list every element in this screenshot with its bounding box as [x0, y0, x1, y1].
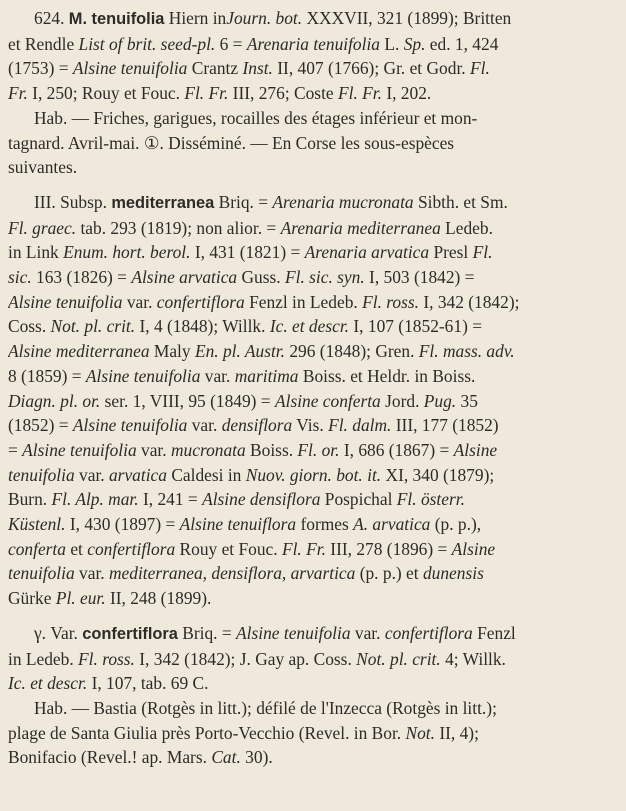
citation: Fl. Fr.: [184, 83, 229, 104]
text-run: ser. 1, VIII, 95 (1849) =: [104, 390, 271, 411]
text-run: Fenzl: [477, 622, 516, 643]
text-run: II, 248 (1899).: [109, 588, 212, 609]
text-run: Jord.: [385, 390, 420, 411]
text-run: I, 107, tab. 69 C.: [91, 673, 209, 694]
text-run: III, 276; Coste: [232, 83, 334, 104]
text-run: Coss.: [8, 316, 47, 337]
citation: Diagn. pl. or.: [8, 390, 101, 411]
text-run: Caldesi in: [171, 464, 242, 485]
text-run: 163 (1826) =: [36, 267, 127, 288]
synonym: Alsine tenuifolia: [236, 622, 351, 643]
text-run: var.: [191, 415, 218, 436]
variety-entry: [8, 621, 616, 770]
citation: Enum. hort. berol.: [63, 242, 191, 263]
habitat-line: tagnard. Avril-mai. ①. Disséminé. — En Corse les sous-espèces: [8, 132, 455, 153]
synonym: Arenaria arvatica: [304, 242, 430, 263]
subspecies-name: mediterranea: [111, 193, 215, 212]
synonym: Alsine tenuiflora: [179, 514, 297, 535]
text-line: [8, 671, 616, 696]
text-run: (1753) =: [8, 58, 69, 79]
text-run: Guss.: [241, 267, 281, 288]
synonym: mucronata: [170, 439, 246, 460]
text-run: formes: [300, 514, 349, 535]
text-run: (1852) =: [8, 415, 69, 436]
synonym: Alsine mediterranea: [8, 341, 150, 362]
citation: Ic. et descr.: [8, 673, 88, 694]
text-run: var.: [204, 365, 231, 386]
habitat-line: Hab. — Bastia (Rotgès in litt.); défilé de l'Inzecca (Rotgès in litt.);: [34, 697, 497, 718]
text-run: Crantz: [191, 58, 239, 79]
synonym: Arenaria mucronata: [272, 191, 414, 212]
synonym: Alsine tenuifolia: [85, 365, 201, 386]
text-run: II, 407 (1766); Gr. et Godr.: [277, 58, 466, 79]
citation: Fl. Fr.: [281, 538, 326, 559]
text-run: I, 342 (1842);: [423, 291, 520, 312]
text-run: I, 686 (1867) =: [343, 439, 450, 460]
synonym: arvatica: [108, 464, 167, 485]
text-run: I, 4 (1848); Willk.: [139, 316, 266, 337]
text-run: I, 431 (1821) =: [194, 242, 301, 263]
citation: Not.: [405, 722, 435, 743]
text-run: (p. p.),: [434, 514, 482, 535]
citation: Fl. ross.: [362, 291, 419, 312]
synonym: conferta: [8, 538, 66, 559]
text-run: II, 4);: [439, 722, 479, 743]
text-run: I, 107 (1852-61) =: [353, 316, 483, 337]
citation: Pl. eur.: [55, 588, 106, 609]
text-line: [8, 463, 616, 488]
citation: Fl. graec.: [8, 217, 77, 238]
citation: Fl. Fr.: [337, 83, 382, 104]
synonym: Arenaria tenuifolia: [246, 33, 380, 54]
text-run: XI, 340 (1879);: [385, 464, 495, 485]
text-line: [8, 290, 616, 315]
text-run: ed. 1, 424: [429, 33, 499, 54]
citation: Sp.: [403, 33, 426, 54]
text-line: [8, 487, 616, 512]
text-line: [8, 721, 616, 746]
text-run: 6 =: [219, 33, 243, 54]
text-line: [8, 190, 616, 216]
text-run: 30).: [245, 747, 273, 768]
text-run: Fenzl in Ledeb.: [249, 291, 358, 312]
citation: Cat.: [211, 747, 241, 768]
text-line: [8, 314, 616, 339]
text-run: var.: [79, 464, 105, 485]
text-run: L.: [384, 33, 400, 54]
text-run: Briq. =: [182, 622, 232, 643]
text-line: [8, 586, 616, 611]
text-line: [8, 56, 616, 81]
text-run: I, 241 =: [142, 489, 198, 510]
text-line: [8, 339, 616, 364]
synonym: Alsine tenuifolia: [22, 439, 137, 460]
synonym: Alsine tenuifolia: [8, 291, 123, 312]
synonym: Alsine tenuifolia: [72, 58, 188, 79]
text-run: Ledeb.: [445, 217, 493, 238]
text-run: Vis.: [296, 415, 324, 436]
citation: List of brit. seed-pl.: [78, 33, 216, 54]
text-line: [8, 364, 616, 389]
habitat-line: suivantes.: [8, 157, 78, 178]
text-run: 296 (1848); Gren.: [289, 341, 415, 362]
citation: Küstenl.: [8, 514, 66, 535]
synonym: maritima: [234, 365, 299, 386]
text-run: var.: [141, 439, 167, 460]
synonym: tenuifolia: [8, 563, 75, 584]
citation: Inst.: [242, 58, 273, 79]
text-run: var.: [354, 622, 381, 643]
synonym: Alsine tenuifolia: [72, 415, 188, 436]
text-run: Sibth. et Sm.: [417, 191, 508, 212]
citation-detail: XXXVII, 321 (1899); Britten: [306, 8, 512, 28]
text-run: in Link: [8, 242, 59, 263]
text-line: [8, 389, 616, 414]
synonym: Alsine: [453, 439, 498, 460]
text-run: =: [8, 439, 18, 460]
text-run: var.: [79, 563, 105, 584]
text-line: [8, 438, 616, 463]
text-run: I, 342 (1842); J. Gay ap. Coss.: [139, 648, 352, 669]
text-run: Burn.: [8, 489, 48, 510]
text-run: Pospichal: [324, 489, 393, 510]
citation: Not. pl. crit.: [356, 648, 441, 669]
text-run: tab. 293 (1819); non alior. =: [80, 217, 277, 238]
text-line: [8, 621, 616, 647]
text-run: plage de Santa Giulia près Porto-Vecchio (Revel. in Bor.: [8, 722, 402, 743]
text-line: [8, 265, 616, 290]
text-line: [8, 537, 616, 562]
text-line: [8, 413, 616, 438]
citation: Fl.: [469, 58, 490, 79]
text-run: γ. Var.: [34, 622, 78, 643]
text-run: Maly: [153, 341, 191, 362]
citation: Fl.: [472, 242, 493, 263]
entry-number: 624.: [34, 8, 65, 28]
text-line: [8, 512, 616, 537]
variety-name: confertiflora: [82, 624, 178, 643]
text-run: et: [70, 538, 83, 559]
citation: Journ. bot.: [226, 8, 303, 28]
synonym: dunensis: [422, 563, 484, 584]
citation: Fl. österr.: [396, 489, 465, 510]
citation: Not. pl. crit.: [50, 316, 136, 337]
text-run: Boiss. et Heldr. in Boiss.: [302, 365, 476, 386]
citation: Fl. sic. syn.: [284, 267, 365, 288]
text-run: III, 278 (1896) =: [330, 538, 448, 559]
synonym: mediterranea, densiflora, arvartica: [108, 563, 356, 584]
citation: Nuov. giorn. bot. it.: [245, 464, 382, 485]
synonym: densiflora: [221, 415, 293, 436]
text-line: [8, 240, 616, 265]
author: Hiern in: [168, 8, 227, 28]
text-run: var.: [126, 291, 153, 312]
synonym: Alsine conferta: [274, 390, 381, 411]
text-line: [8, 561, 616, 586]
text-run: Gürke: [8, 588, 52, 609]
text-run: 4; Willk.: [445, 648, 506, 669]
citation: Fl. mass. adv.: [418, 341, 515, 362]
synonym: confertiflora: [384, 622, 473, 643]
text-run: Briq. =: [218, 191, 269, 212]
text-run: I, 250; Rouy et Fouc.: [32, 83, 180, 104]
text-run: Bonifacio (Revel.! ap. Mars.: [8, 747, 207, 768]
habitat-line: Hab. — Friches, garigues, rocailles des étages inférieur et mon-: [34, 107, 478, 128]
text-run: 35: [460, 390, 478, 411]
text-line: [8, 6, 616, 32]
citation: Fl. or.: [297, 439, 340, 460]
synonym: Arenaria mediterranea: [280, 217, 441, 238]
text-line: [8, 81, 616, 106]
text-line: [8, 745, 616, 770]
text-run: Rouy et Fouc.: [179, 538, 278, 559]
synonym: Alsine densiflora: [202, 489, 321, 510]
synonym: confertiflora: [87, 538, 176, 559]
species-name: M. tenuifolia: [68, 10, 165, 28]
citation: Fr.: [8, 83, 28, 104]
synonym: A. arvatica: [353, 514, 431, 535]
text-run: I, 202.: [386, 83, 432, 104]
citation: sic.: [8, 267, 32, 288]
text-line: [8, 32, 616, 57]
text-line: [8, 216, 616, 241]
text-run: (p. p.) et: [359, 563, 419, 584]
synonym: confertiflora: [156, 291, 245, 312]
synonym: Alsine: [451, 538, 496, 559]
citation: Fl. Alp. mar.: [51, 489, 139, 510]
citation: Fl. ross.: [78, 648, 135, 669]
text-run: Presl: [433, 242, 469, 263]
text-run: Boiss.: [250, 439, 294, 460]
synonym: Alsine arvatica: [131, 267, 238, 288]
citation: Fl. dalm.: [328, 415, 392, 436]
text-run: I, 430 (1897) =: [69, 514, 176, 535]
text-line: [8, 647, 616, 672]
text-run: in Ledeb.: [8, 648, 74, 669]
citation: En. pl. Austr.: [194, 341, 285, 362]
text-run: 8 (1859) =: [8, 365, 82, 386]
text-run: III. Subsp.: [34, 191, 107, 212]
text-run: I, 503 (1842) =: [369, 267, 475, 288]
citation: Ic. et descr.: [269, 316, 350, 337]
subspecies-entry: [8, 190, 616, 611]
text-run: et Rendle: [8, 33, 75, 54]
text-run: III, 177 (1852): [395, 415, 499, 436]
citation: Pug.: [423, 390, 457, 411]
species-entry: [8, 6, 616, 180]
synonym: tenuifolia: [8, 464, 75, 485]
